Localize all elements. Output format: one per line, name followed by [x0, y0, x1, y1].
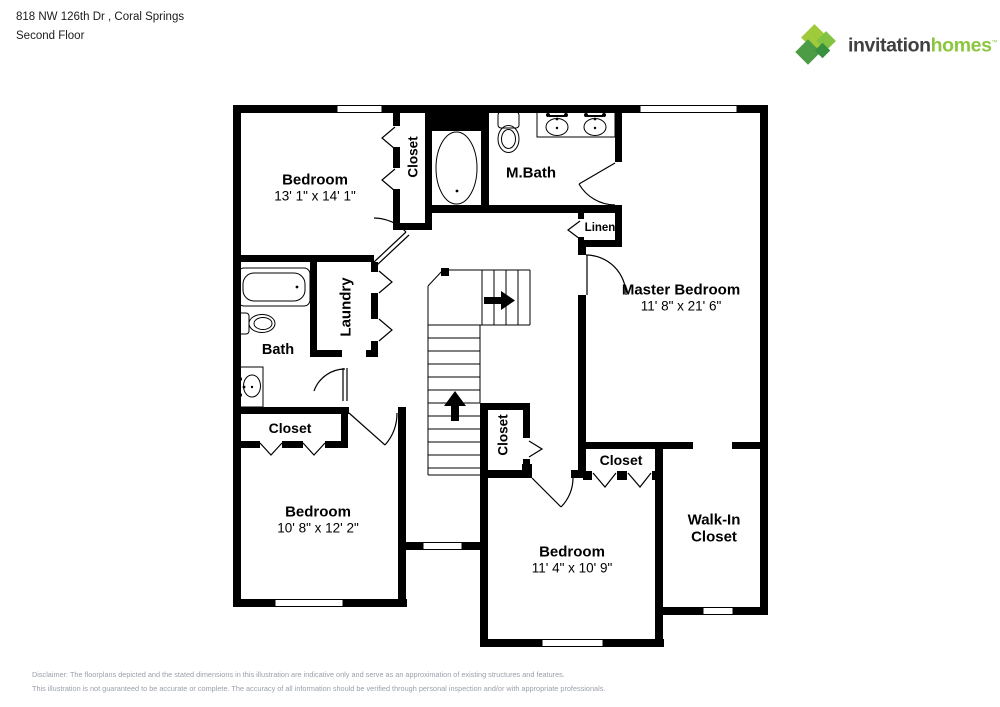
wall-segment	[578, 295, 586, 448]
wall-segment	[282, 441, 303, 448]
room-label-linen: Linen	[584, 222, 616, 234]
window	[337, 106, 382, 113]
window	[640, 106, 737, 113]
door-arc	[385, 413, 397, 445]
wall-segment	[583, 471, 592, 480]
room-dims-bedroom-bl: 10' 8" x 12' 2"	[277, 520, 359, 536]
address-line: 818 NW 126th Dr , Coral Springs	[16, 11, 185, 23]
closet-door-chevron	[382, 127, 395, 149]
door-leaf	[374, 232, 406, 262]
wall-segment	[310, 350, 342, 357]
sink-drain	[594, 127, 596, 129]
wall-segment	[615, 105, 622, 162]
wall-segment	[480, 403, 488, 478]
stair-edge-diagonal	[428, 270, 443, 286]
window	[542, 640, 603, 647]
wall-segment	[523, 403, 530, 438]
toilet-icon	[236, 313, 275, 334]
wall-segment	[233, 407, 349, 414]
wall-segment	[578, 240, 622, 247]
tub-drain	[296, 286, 299, 289]
room-label-closet-bl: Closet	[268, 420, 312, 436]
logo-text-invitation: invitation	[848, 34, 931, 57]
staircase	[428, 270, 530, 475]
double-sink-vanity-icon	[537, 112, 615, 137]
arrow-up-shaft	[451, 406, 459, 421]
wall-segment	[617, 471, 627, 480]
closet-door-chevron	[260, 443, 282, 455]
bathtub-icon	[238, 268, 310, 306]
closet-door-chevron	[529, 441, 542, 457]
logo-text-homes: homes	[930, 34, 992, 57]
door-hinge-post	[522, 464, 532, 477]
wall-segment	[578, 247, 586, 255]
window	[703, 608, 733, 615]
toilet-bowl-inner	[502, 130, 516, 149]
wall-segment	[325, 441, 348, 448]
faucet-spout	[243, 386, 246, 389]
room-label-bedroom-c: Bedroom	[539, 543, 605, 561]
door-chevron	[379, 319, 392, 341]
wall-segment	[481, 111, 489, 208]
room-label-laundry: Laundry	[337, 277, 355, 337]
room-label-mbath: M.Bath	[506, 164, 556, 182]
wall-segment	[760, 105, 768, 615]
room-label-walkin-line2: Closet	[691, 528, 737, 546]
closet-door-chevron	[628, 473, 651, 487]
faucet-handle	[584, 113, 588, 117]
floor-line: Second Floor	[16, 30, 85, 42]
room-label-master: Master Bedroom	[621, 281, 741, 299]
faucet-handle	[602, 113, 606, 117]
arrow-up-head	[444, 391, 466, 406]
tub-drain	[456, 190, 459, 193]
door-arc	[561, 478, 573, 507]
door-leaf	[532, 478, 561, 507]
sink-drain	[556, 127, 558, 129]
wall-segment	[393, 147, 400, 168]
garden-tub-icon	[436, 132, 477, 204]
faucet-spout	[556, 118, 559, 121]
wall-segment	[310, 262, 317, 357]
faucet-handle	[238, 377, 242, 381]
wall-segment	[578, 442, 693, 449]
door-leaf	[579, 163, 615, 184]
arrow-right-head	[501, 291, 515, 310]
room-label-bath: Bath	[261, 342, 295, 358]
room-label-bedroom1: Bedroom	[282, 171, 348, 189]
wall-segment	[371, 262, 378, 272]
faucet-handle	[564, 113, 568, 117]
room-dims-bedroom-c: 11' 4" x 10' 9"	[531, 560, 613, 576]
door-leaf	[349, 413, 385, 445]
faucet-handle	[238, 393, 242, 397]
door-chevron	[379, 271, 392, 293]
logo-trademark: ™	[991, 40, 998, 46]
room-label-bedroom-bl: Bedroom	[285, 503, 351, 521]
disclaimer-line1: Disclaimer: The floorplans depicted and the stated dimensions in this illustration are indicative only and serve as an approximation of existing structures and features.	[32, 670, 565, 679]
wall-segment	[652, 471, 662, 480]
wall-segment	[425, 105, 432, 230]
disclaimer-line2: This illustration is not guaranteed to be accurate or complete. The accuracy of all information should be verified through personal inspection and/or with appropriate professionals.	[32, 684, 606, 693]
wall-segment	[732, 442, 768, 449]
toilet-bowl-inner	[254, 318, 272, 330]
room-label-closet-top: Closet	[405, 136, 421, 178]
wall-segment	[480, 470, 488, 647]
wall-segment	[366, 350, 378, 357]
stair-newel-post	[441, 268, 449, 276]
room-label-closet-right: Closet	[599, 452, 643, 468]
wall-segment	[578, 213, 584, 219]
window	[275, 600, 343, 607]
disclaimer	[32, 668, 605, 696]
wall-segment	[233, 441, 260, 448]
toilet-icon	[498, 112, 519, 153]
faucet-handle	[546, 113, 550, 117]
tub-outline	[238, 268, 310, 306]
closet-door-chevron	[568, 221, 580, 239]
wall-segment	[233, 105, 241, 607]
tub-outline	[436, 132, 477, 204]
door-arc	[314, 369, 345, 391]
wall-segment	[425, 205, 622, 213]
faucet-spout	[594, 118, 597, 121]
wall-segment	[393, 105, 400, 126]
wall-segment	[398, 407, 406, 607]
wall-segment	[233, 255, 374, 262]
wall-segment	[393, 223, 432, 230]
room-label-closet-center: Closet	[495, 414, 511, 456]
door-leaf	[377, 235, 409, 265]
door-arc	[586, 255, 626, 295]
wall-segment	[578, 448, 586, 470]
closet-door-chevron	[382, 169, 395, 191]
wall-segment	[432, 111, 489, 131]
window	[423, 543, 462, 550]
door-arc	[579, 184, 615, 205]
arrow-right-shaft	[484, 297, 501, 304]
room-dims-bedroom1: 13' 1" x 14' 1"	[274, 188, 356, 204]
room-dims-master: 11' 8" x 21' 6"	[640, 298, 722, 314]
room-label-walkin-line1: Walk-In	[687, 511, 741, 529]
wall-segment	[371, 293, 378, 319]
sink-drain	[251, 386, 253, 388]
closet-door-chevron	[303, 443, 325, 455]
closet-door-chevron	[593, 473, 616, 487]
